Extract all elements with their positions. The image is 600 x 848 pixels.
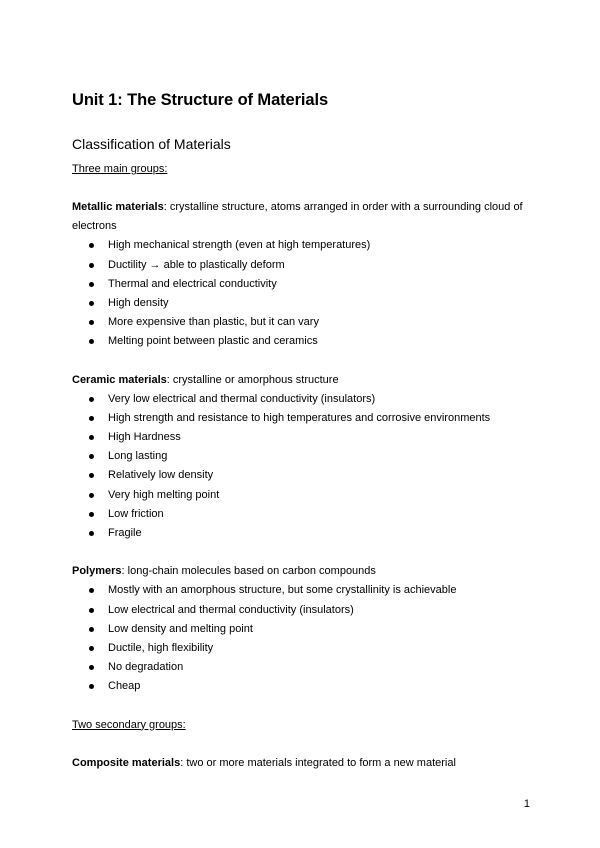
list-item: High mechanical strength (even at high temperatures) bbox=[72, 236, 532, 255]
list-item: Ductility → able to plastically deform bbox=[72, 256, 532, 275]
composite-term: Composite materials bbox=[72, 756, 181, 769]
bullet-icon bbox=[89, 531, 94, 536]
list-item: Very low electrical and thermal conductivity (insulators) bbox=[72, 390, 532, 409]
list-item: Ductile, high flexibility bbox=[72, 639, 532, 658]
list-item: Fragile bbox=[72, 524, 532, 543]
bullet-icon bbox=[89, 243, 94, 248]
list-item: Low density and melting point bbox=[72, 620, 532, 639]
page-title: Unit 1: The Structure of Materials bbox=[72, 91, 329, 109]
bullet-icon bbox=[89, 282, 94, 287]
list-item: Long lasting bbox=[72, 447, 532, 466]
bullet-icon bbox=[89, 263, 94, 268]
ceramic-term: Ceramic materials bbox=[72, 373, 167, 386]
list-item: High Hardness bbox=[72, 428, 532, 447]
bullet-icon bbox=[89, 646, 94, 651]
metallic-term: Metallic materials bbox=[72, 201, 164, 213]
bullet-icon bbox=[89, 512, 94, 517]
list-item: Very high melting point bbox=[72, 486, 532, 505]
list-item: High strength and resistance to high temperatures and corrosive environments bbox=[72, 409, 532, 428]
secondary-groups-label: Two secondary groups: bbox=[72, 718, 186, 731]
page-number: 1 bbox=[523, 798, 530, 810]
polymers-definition bbox=[72, 562, 532, 581]
bullet-icon bbox=[89, 397, 94, 402]
polymers-description: : long-chain molecules based on carbon compounds bbox=[121, 565, 376, 578]
bullet-icon bbox=[89, 416, 94, 421]
list-item: Relatively low density bbox=[72, 466, 532, 485]
bullet-icon bbox=[89, 301, 94, 306]
list-item: Mostly with an amorphous structure, but some crystallinity is achievable bbox=[72, 581, 532, 600]
composite-definition bbox=[72, 754, 532, 773]
ceramic-section bbox=[72, 371, 532, 544]
bullet-icon bbox=[89, 473, 94, 478]
polymers-list bbox=[72, 581, 532, 696]
bullet-icon bbox=[89, 339, 94, 344]
polymers-term: Polymers bbox=[72, 565, 122, 578]
bullet-icon bbox=[89, 493, 94, 498]
bullet-icon bbox=[89, 588, 94, 593]
metallic-description: : crystalline structure, atoms arranged in order with a surrounding cloud of electrons bbox=[72, 201, 523, 233]
main-groups-label: Three main groups: bbox=[72, 163, 168, 175]
bullet-icon bbox=[89, 320, 94, 325]
ceramic-list bbox=[72, 390, 532, 544]
list-item: High density bbox=[72, 294, 532, 313]
composite-description: : two or more materials integrated to form a new material bbox=[180, 756, 456, 769]
metallic-definition bbox=[72, 198, 532, 236]
polymers-section bbox=[72, 562, 532, 696]
document-body bbox=[72, 88, 532, 773]
list-item: Low friction bbox=[72, 505, 532, 524]
list-item: Melting point between plastic and ceramics bbox=[72, 332, 532, 351]
bullet-icon bbox=[89, 608, 94, 613]
ceramic-definition bbox=[72, 371, 532, 390]
metallic-section bbox=[72, 198, 532, 352]
list-item: No degradation bbox=[72, 658, 532, 677]
bullet-icon bbox=[89, 454, 94, 459]
section-heading: Classification of Materials bbox=[72, 136, 231, 152]
bullet-icon bbox=[89, 684, 94, 689]
list-item: More expensive than plastic, but it can vary bbox=[72, 313, 532, 332]
bullet-icon bbox=[89, 665, 94, 670]
metallic-list bbox=[72, 236, 532, 351]
list-item: Cheap bbox=[72, 677, 532, 696]
list-item: Thermal and electrical conductivity bbox=[72, 275, 532, 294]
composite-section bbox=[72, 754, 532, 773]
list-item: Low electrical and thermal conductivity (insulators) bbox=[72, 601, 532, 620]
ceramic-description: : crystalline or amorphous structure bbox=[166, 373, 339, 386]
bullet-icon bbox=[89, 627, 94, 632]
bullet-icon bbox=[89, 435, 94, 440]
